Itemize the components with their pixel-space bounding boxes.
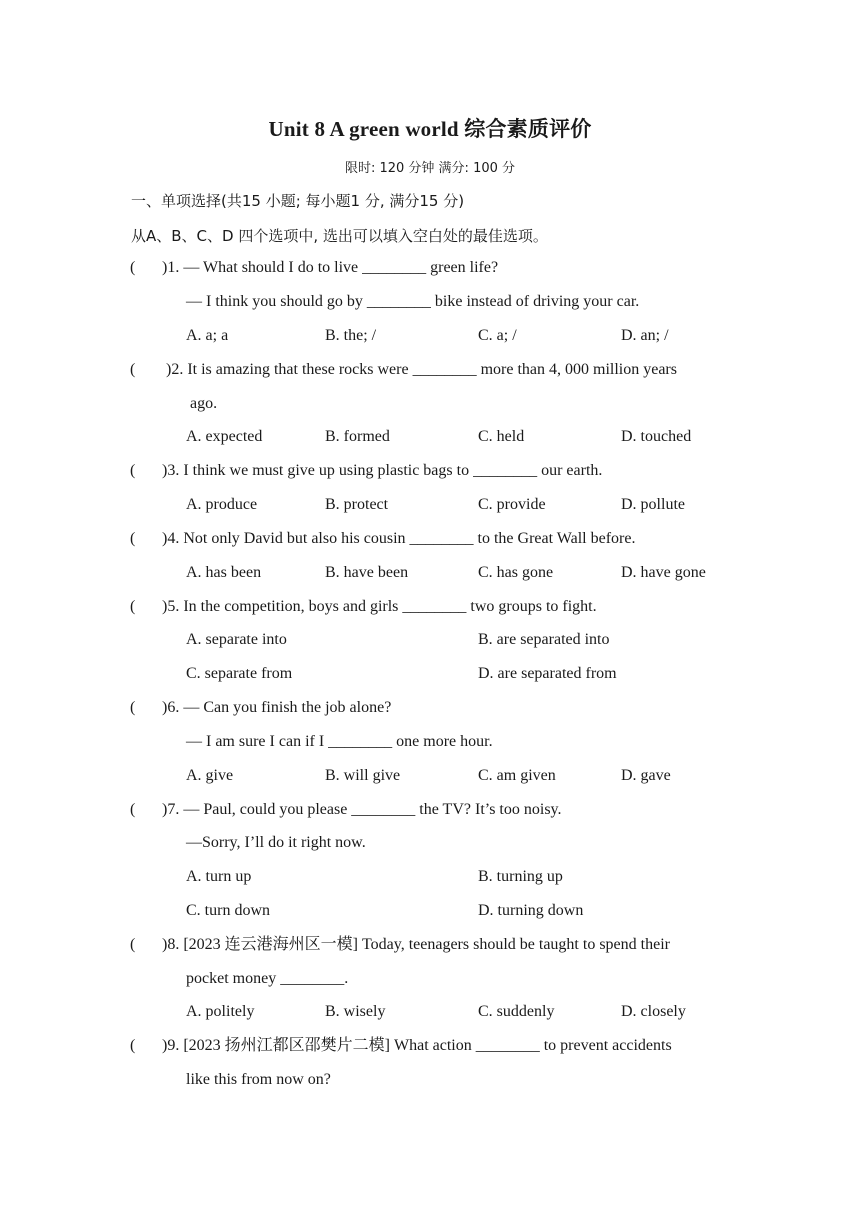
option-a: A. give [186, 767, 234, 784]
option-a: A. a; a [186, 327, 229, 344]
option-d: D. pollute [621, 496, 685, 513]
option-c: C. provide [478, 496, 546, 513]
question-text: like this from now on? [186, 1071, 331, 1088]
question-text: [2023 扬州江都区邵樊片二模] What action ________ to prevent accidents [183, 1037, 672, 1054]
option-d: D. touched [621, 428, 692, 445]
option-b: B. have been [325, 564, 409, 581]
option-b: B. will give [325, 767, 401, 784]
option-b: B. formed [325, 428, 390, 445]
question-3 [162, 461, 602, 481]
answer-paren: ( [130, 801, 136, 818]
question-4 [162, 529, 635, 549]
option-c: C. turn down [186, 902, 270, 919]
answer-paren: ( [130, 598, 136, 615]
answer-paren: ( [130, 462, 136, 479]
question-number: )2. [166, 361, 184, 378]
question-text: I think we must give up using plastic bags to ________ our earth. [183, 462, 603, 479]
section-heading: 一、单项选择(共15 小题; 每小题1 分, 满分15 分) [131, 192, 465, 210]
option-c: C. am given [478, 767, 556, 784]
option-a: A. separate into [186, 631, 287, 648]
question-text: ago. [190, 395, 218, 412]
option-a: A. has been [186, 564, 262, 581]
question-text: — What should I do to live ________ green life? [183, 259, 499, 276]
option-d: D. gave [621, 767, 671, 784]
question-7 [162, 800, 562, 820]
option-c: C. has gone [478, 564, 554, 581]
answer-paren: ( [130, 530, 136, 547]
option-c: C. separate from [186, 665, 293, 682]
question-text: —Sorry, I’ll do it right now. [186, 834, 366, 851]
answer-paren: ( [130, 1037, 136, 1054]
question-text: pocket money ________. [186, 970, 349, 987]
question-number: )5. [162, 598, 180, 615]
question-6 [162, 698, 391, 718]
option-a: A. produce [186, 496, 258, 513]
answer-paren: ( [130, 699, 136, 716]
option-b: B. are separated into [478, 631, 610, 648]
section-instruction: 从A、B、C、D 四个选项中, 选出可以填入空白处的最佳选项。 [131, 227, 548, 245]
answer-paren: ( [130, 259, 136, 276]
question-text: [2023 连云港海州区一模] Today, teenagers should be taught to spend their [183, 936, 670, 953]
question-text: Not only David but also his cousin ________ to the Great Wall before. [183, 530, 636, 547]
option-c: C. held [478, 428, 525, 445]
question-number: )9. [162, 1037, 180, 1054]
question-text: — I am sure I can if I ________ one more hour. [186, 733, 493, 750]
option-b: B. the; / [325, 327, 377, 344]
option-c: C. suddenly [478, 1003, 555, 1020]
option-a: A. politely [186, 1003, 255, 1020]
question-9 [162, 1036, 672, 1056]
option-b: B. turning up [478, 868, 563, 885]
option-a: A. expected [186, 428, 263, 445]
question-number: )7. [162, 801, 180, 818]
question-2 [166, 360, 677, 380]
page-title: Unit 8 A green world 综合素质评价 [268, 117, 592, 141]
question-number: )8. [162, 936, 180, 953]
question-text: — Paul, could you please ________ the TV? It’s too noisy. [183, 801, 562, 818]
option-a: A. turn up [186, 868, 252, 885]
option-d: D. have gone [621, 564, 706, 581]
question-1 [162, 258, 498, 278]
question-number: )1. [162, 259, 180, 276]
question-5 [162, 597, 597, 617]
option-d: D. closely [621, 1003, 686, 1020]
question-number: )4. [162, 530, 180, 547]
question-number: )6. [162, 699, 180, 716]
time-score-info: 限时: 120 分钟 满分: 100 分 [344, 161, 516, 176]
question-number: )3. [162, 462, 180, 479]
question-text: — Can you finish the job alone? [183, 699, 392, 716]
question-text: In the competition, boys and girls ________ two groups to fight. [183, 598, 597, 615]
option-c: C. a; / [478, 327, 517, 344]
option-d: D. turning down [478, 902, 584, 919]
option-d: D. an; / [621, 327, 669, 344]
option-b: B. wisely [325, 1003, 386, 1020]
question-8 [162, 935, 670, 955]
question-text: It is amazing that these rocks were ________ more than 4, 000 million years [187, 361, 677, 378]
answer-paren: ( [130, 936, 136, 953]
option-d: D. are separated from [478, 665, 617, 682]
answer-paren: ( [130, 361, 136, 378]
question-text: — I think you should go by ________ bike instead of driving your car. [186, 293, 640, 310]
option-b: B. protect [325, 496, 389, 513]
